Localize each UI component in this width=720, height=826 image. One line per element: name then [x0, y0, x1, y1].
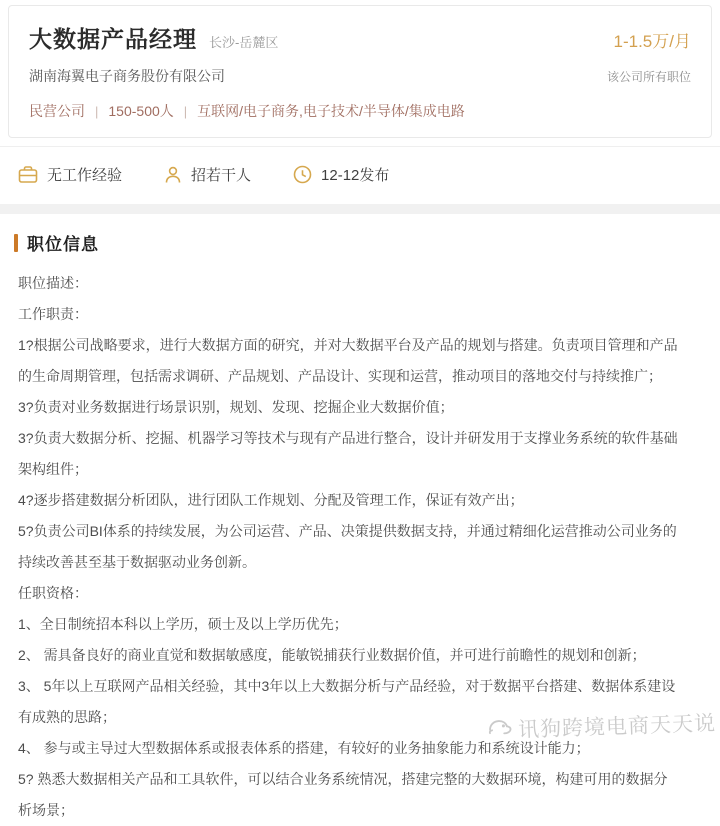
job-paragraph: 任职资格：	[18, 585, 88, 601]
meta-experience-label: 无工作经验	[47, 167, 123, 184]
tag-company-size: 150-500人	[108, 103, 174, 119]
job-location: 长沙-岳麓区	[209, 35, 279, 50]
job-paragraph: 职位描述：	[18, 275, 88, 291]
job-meta-row	[0, 147, 720, 204]
watermark-text: 讯狗跨境电商天天说	[517, 712, 717, 742]
meta-experience	[18, 164, 122, 185]
tag-separator: |	[95, 104, 99, 119]
person-icon	[164, 165, 182, 184]
job-title: 大数据产品经理	[29, 26, 197, 52]
job-paragraph: 1、全日制统招本科以上学历，硕士及以上学历优先；	[18, 616, 348, 632]
job-header-card	[8, 5, 712, 138]
job-paragraph: 5? 熟悉大数据相关产品和工具软件，可以结合业务系统情况，搭建完整的大数据环境，构建可用的数据分析场景；	[18, 771, 668, 818]
job-paragraph: 1?根据公司战略要求，进行大数据方面的研究，并对大数据平台及产品的规划与搭建。负责项目管理和产品的生命周期管理，包括需求调研、产品规划、产品设计、实现和运营，推动项目的落地交付与持续推广；	[18, 337, 678, 384]
job-paragraph: 4?逐步搭建数据分析团队，进行团队工作规划、分配及管理工作，保证有效产出；	[18, 492, 524, 508]
section-separator-band	[0, 204, 720, 214]
job-info-section-header	[0, 214, 720, 257]
company-tags-row	[29, 101, 691, 121]
job-paragraph: 工作职责：	[18, 306, 88, 322]
tag-company-type: 民营公司	[29, 103, 85, 119]
meta-publish-date-label: 12-12发布	[321, 167, 390, 184]
tag-company-industry: 互联网/电子商务,电子技术/半导体/集成电路	[197, 103, 465, 119]
title-row	[29, 21, 691, 54]
job-paragraph: 3?负责对业务数据进行场景识别，规划、发现、挖掘企业大数据价值；	[18, 399, 454, 415]
section-accent-bar	[14, 234, 18, 252]
meta-publish-date	[293, 164, 389, 185]
tag-separator: |	[183, 104, 188, 119]
company-row	[29, 66, 691, 86]
job-paragraph: 2、 需具备良好的商业直觉和数据敏感度，能敏锐捕获行业数据价值，并可进行前瞻性的规划和创新；	[18, 647, 646, 663]
job-paragraph: 3?负责大数据分析、挖掘、机器学习等技术与现有产品进行整合，设计并研发用于支撑业务系统的软件基础架构组件；	[18, 430, 678, 477]
briefcase-icon	[18, 165, 38, 184]
job-salary: 1-1.5万/月	[613, 32, 691, 51]
section-title: 职位信息	[27, 235, 99, 254]
meta-headcount-label: 招若干人	[191, 167, 252, 184]
job-paragraph: 4、 参与或主导过大型数据体系或报表体系的搭建，有较好的业务抽象能力和系统设计能力；	[18, 740, 590, 756]
job-paragraph: 5?负责公司BI体系的持续发展，为公司运营、产品、决策提供数据支持，并通过精细化运营推动公司业务的持续改善甚至基于数据驱动业务创新。	[18, 523, 677, 570]
job-paragraph: 3、 5年以上互联网产品相关经验，其中3年以上大数据分析与产品经验，对于数据平台搭建、数据体系建设有成熟的思路；	[18, 678, 676, 725]
job-description-body	[0, 257, 720, 826]
company-all-jobs-link[interactable]: 该公司所有职位	[606, 70, 691, 84]
company-name: 湖南海翼电子商务股份有限公司	[29, 68, 225, 84]
clock-icon	[293, 165, 312, 184]
meta-headcount	[164, 164, 251, 185]
